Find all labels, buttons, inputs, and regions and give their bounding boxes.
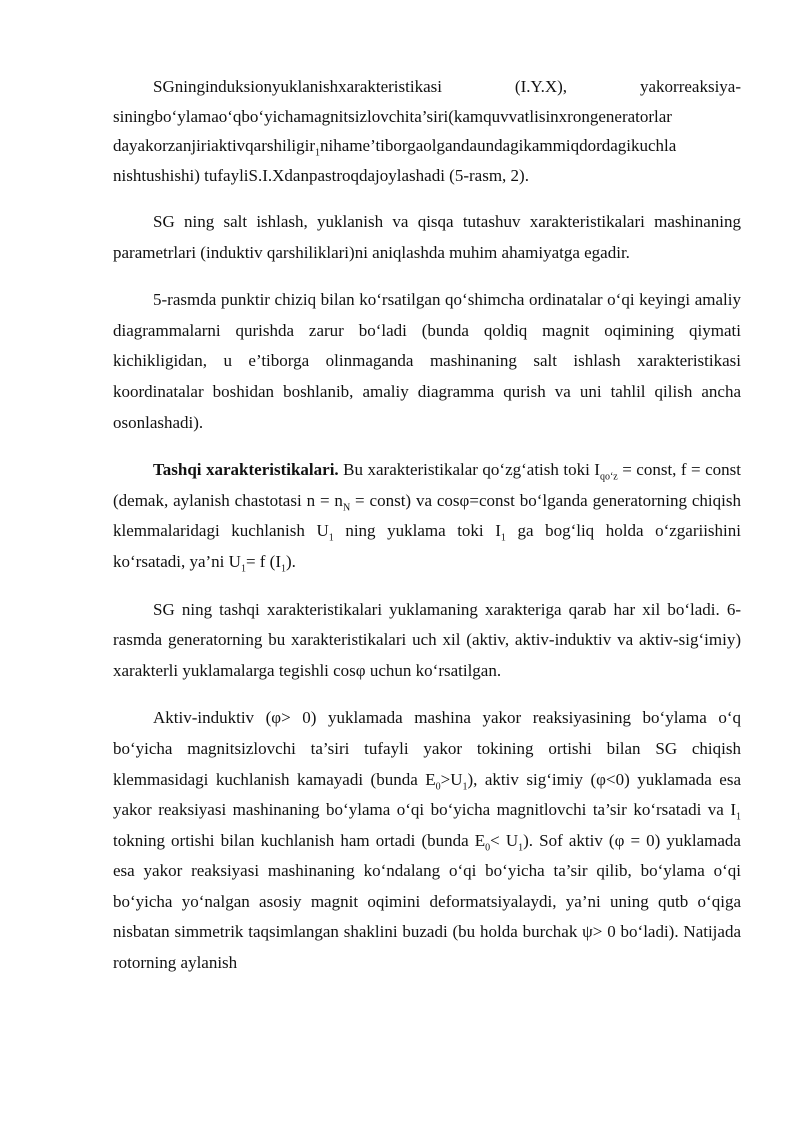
document-body xyxy=(113,72,741,996)
paragraph-text: 5-rasmda punktir chiziq bilan ko‘rsatilgan qo‘shimcha ordinatalar o‘qi keyingi amaliy diagrammalarni qurishda zarur bo‘ladi (bunda qoldiq magnit oqimining qiymati kichikligidan, u e’tiborga olinmaganda mashinaning salt ishlash xarakteristikasi koordinatalar boshidan boshlanib, amaliy diagramma qurish va uni tahlil qilish ancha osonlashadi). xyxy=(113,290,741,432)
paragraph-text: SG ning salt ishlash, yuklanish va qisqa tutashuv xarakteristikalari mashinaning parametrlari (induktiv qarshiliklari)ni aniqlashda muhim ahamiyatga egadir. xyxy=(113,212,741,262)
subscript: 1 xyxy=(518,842,524,854)
subscript: 1 xyxy=(736,811,741,823)
paragraph-characteristics-importance xyxy=(113,207,741,268)
subscript: 1 xyxy=(500,532,506,544)
subscript: 1 xyxy=(315,147,321,159)
paragraph-figure-6-note xyxy=(113,595,741,687)
paragraph-text: = const) va cosφ=const bo‘lganda generatorning chiqish klemmalaridagi kuchlanish U xyxy=(113,490,741,541)
subscript: 1 xyxy=(240,563,246,575)
paragraph-load-types xyxy=(113,703,741,978)
paragraph-text: < U xyxy=(490,830,519,850)
paragraph-external-characteristics xyxy=(113,455,741,577)
subscript: 1 xyxy=(281,563,287,575)
subscript: N xyxy=(342,502,351,514)
paragraph-text: tokning ortishi bilan kuchlanish ham ortadi (bunda E xyxy=(113,830,486,850)
paragraph-text: = f (I xyxy=(245,551,282,571)
paragraph-text: = const, f = const (demak, aylanish chastotasi n = n xyxy=(113,460,741,510)
subscript: 0 xyxy=(435,780,441,792)
subscript: 1 xyxy=(328,532,334,544)
paragraph-figure-5-note xyxy=(113,285,741,438)
paragraph-text: nihame’tiborgaolgandaundagikammiqdordagikuchla nishtushishi) tufayliS.I.Xdanpastroqdajoylashadi (5-rasm, 2). xyxy=(113,136,677,185)
subscript: qo‘z xyxy=(599,471,618,483)
paragraph-text: ), aktiv sig‘imiy (φ<0) yuklamada esa yakor reaksiyasi mashinaning bo‘ylama o‘qi bo‘yicha magnitlovchi ta’sir ko‘rsatadi va I xyxy=(113,769,741,820)
paragraph-text: ). xyxy=(286,551,296,571)
paragraph-text: >U xyxy=(440,769,463,789)
paragraph-induction-load-characteristic xyxy=(113,72,741,190)
subscript: 0 xyxy=(485,842,491,854)
paragraph-text: SGninginduksionyuklanishxarakteristikasi (I.Y.X), yakorreaksiya-siningbo‘ylamao‘qbo‘yichamagnitsizlovchita’siri(kamquvvatlisinxrongeneratorlar dayakorzanjiriaktivqarshiligir xyxy=(113,77,741,155)
paragraph-text: Aktiv-induktiv (φ> 0) yuklamada mashina yakor reaksiyasining bo‘ylama o‘q bo‘yicha magnitsizlovchi ta’siri tufayli yakor tokining ortishi bilan SG chiqish klemmasidagi kuchlanish kamayadi (bunda E xyxy=(113,708,741,789)
paragraph-text: ning yuklama toki I xyxy=(333,521,501,541)
section-heading: Tashqi xarakteristikalari. xyxy=(153,460,339,480)
paragraph-text: SG ning tashqi xarakteristikalari yuklamaning xarakteriga qarab har xil bo‘ladi. 6-rasmda generatorning bu xarakteristikalari uch xil (aktiv, aktiv-induktiv va aktiv-sig‘imiy) xarakterli yuklamalarga tegishli cosφ uchun ko‘rsatilgan. xyxy=(113,599,741,680)
paragraph-text: ). Sof aktiv (φ = 0) yuklamada esa yakor reaksiyasi mashinaning ko‘ndalang o‘qi bo‘yicha ta’sir qilib, bo‘ylama o‘qi bo‘yicha yo‘nalgan asosiy magnit oqimini deformatsiyalaydi, ya’ni uning qutb o‘qiga nisbatan simmetrik taqsimlangan shaklini buzadi (bu holda burchak ψ> 0 bo‘ladi). Natijada rotorning aylanish xyxy=(113,830,741,973)
paragraph-text: ga bog‘liq holda o‘zgariishini ko‘rsatadi, ya’ni U xyxy=(113,521,741,571)
paragraph-text: Bu xarakteristikalar qo‘zg‘atish toki I xyxy=(338,460,600,480)
subscript: 1 xyxy=(462,780,468,792)
